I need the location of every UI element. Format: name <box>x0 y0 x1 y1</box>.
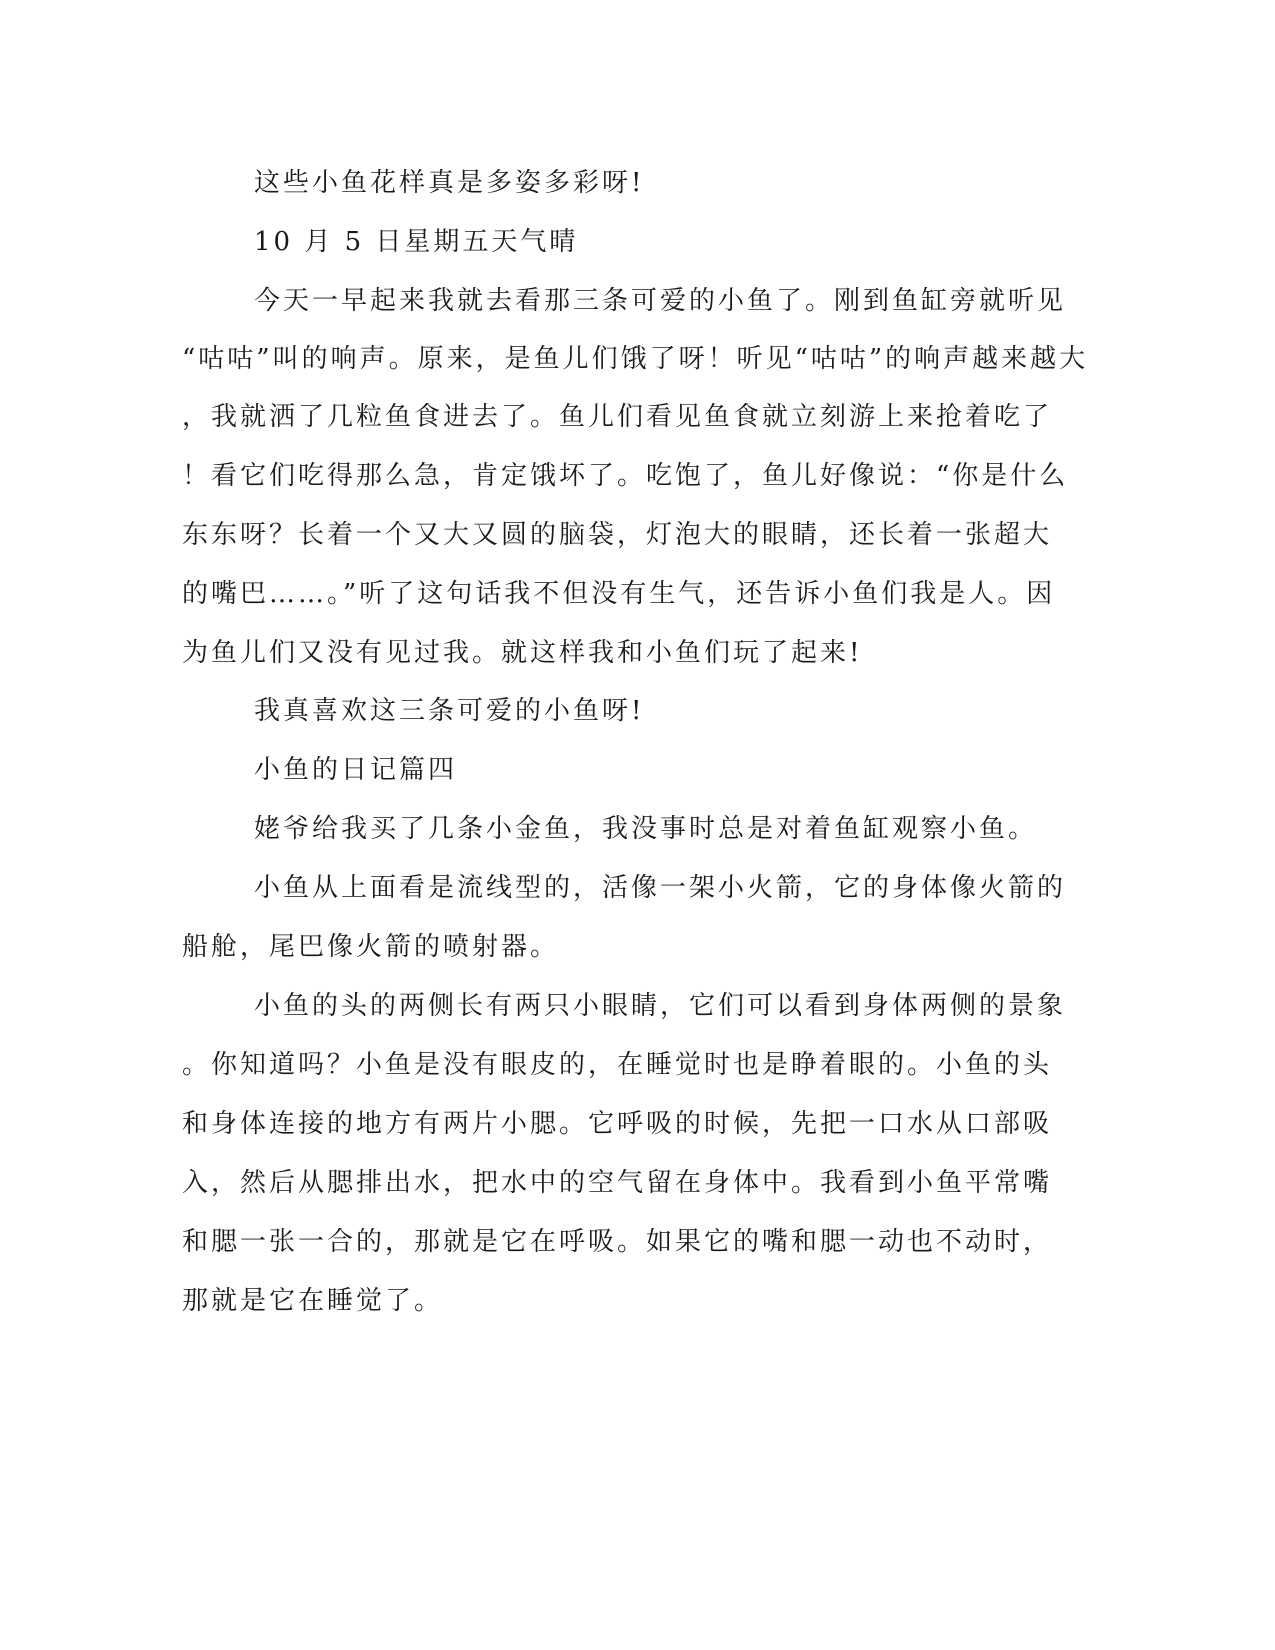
paragraph-line: 和腮一张一合的，那就是它在呼吸。如果它的嘴和腮一动也不动时， <box>182 1227 1053 1257</box>
paragraph-line: 那就是它在睡觉了。 <box>182 1286 444 1316</box>
section-title: 小鱼的日记篇四 <box>254 755 458 785</box>
paragraph-line: 和身体连接的地方有两片小腮。它呼吸的时候，先把一口水从口部吸 <box>182 1109 1053 1139</box>
paragraph-line: 今天一早起来我就去看那三条可爱的小鱼了。刚到鱼缸旁就听见 <box>254 286 1067 316</box>
paragraph-line: 小鱼的头的两侧长有两只小眼睛，它们可以看到身体两侧的景象 <box>254 991 1067 1021</box>
paragraph-line: 船舱，尾巴像火箭的喷射器。 <box>182 932 560 962</box>
paragraph-line: 为鱼儿们又没有见过我。就这样我和小鱼们玩了起来! <box>182 638 863 668</box>
paragraph-line: ，我就洒了几粒鱼食进去了。鱼儿们看见鱼食就立刻游上来抢着吃了 <box>182 402 1053 432</box>
paragraph-line: 。你知道吗？小鱼是没有眼皮的，在睡觉时也是睁着眼的。小鱼的头 <box>182 1050 1053 1080</box>
paragraph-line: 入，然后从腮排出水，把水中的空气留在身体中。我看到小鱼平常嘴 <box>182 1168 1053 1198</box>
paragraph-line: 这些小鱼花样真是多姿多彩呀! <box>254 168 645 198</box>
paragraph-line: 小鱼从上面看是流线型的，活像一架小火箭，它的身体像火箭的 <box>254 873 1067 903</box>
paragraph-line: ！看它们吃得那么急，肯定饿坏了。吃饱了，鱼儿好像说：“你是什么 <box>182 461 1069 491</box>
paragraph-line: 东东呀？长着一个又大又圆的脑袋，灯泡大的眼睛，还长着一张超大 <box>182 520 1053 550</box>
paragraph-line: 姥爷给我买了几条小金鱼，我没事时总是对着鱼缸观察小鱼。 <box>254 814 1038 844</box>
paragraph-line: 我真喜欢这三条可爱的小鱼呀! <box>254 696 645 726</box>
diary-date-heading: 10 月 5 日星期五天气晴 <box>254 227 579 257</box>
paragraph-line: 的嘴巴……。”听了这句话我不但没有生气，还告诉小鱼们我是人。因 <box>182 579 1056 609</box>
paragraph-line: “咕咕”叫的响声。原来，是鱼儿们饿了呀！听见“咕咕”的响声越来越大 <box>182 344 1089 374</box>
